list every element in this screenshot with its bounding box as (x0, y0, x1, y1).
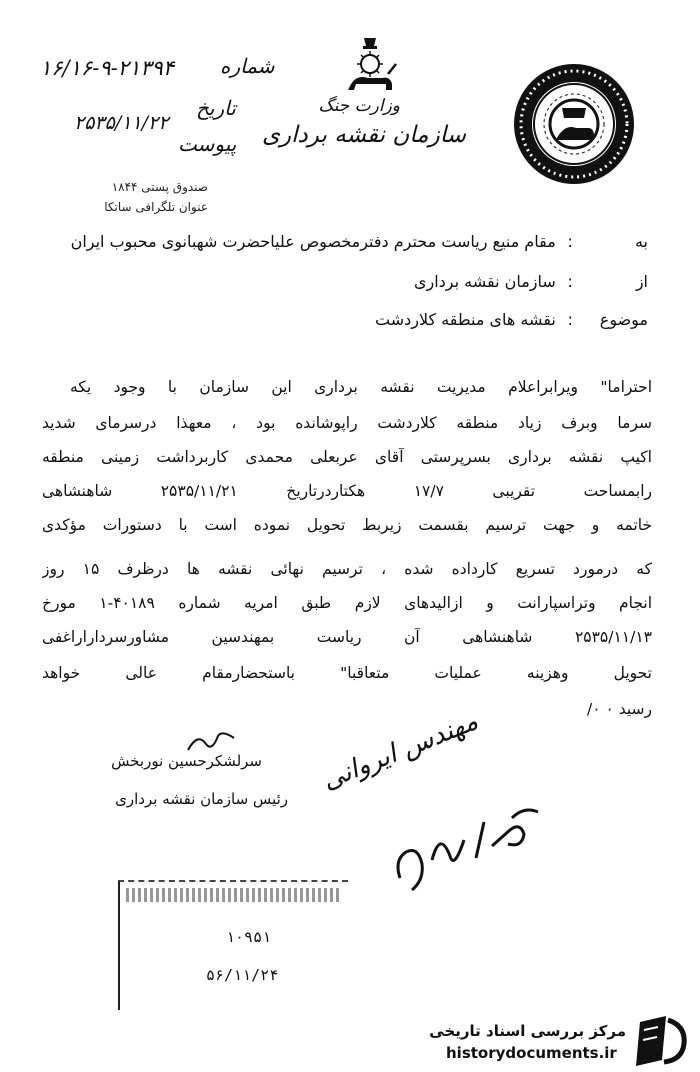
body-line: خاتمه و جهت ترسیم بقسمت زیربط تحویل نموده است با دستورات مؤکدی (42, 516, 652, 534)
watermark-title: مرکز بررسی اسناد تاریخی (429, 1022, 626, 1040)
subject-row: موضوع : نقشه های منطقه کلاردشت (374, 310, 648, 329)
organization-title: سازمان نقشه برداری (262, 122, 466, 148)
date-label: تاریخ (196, 96, 236, 120)
sender-value: سازمان نقشه برداری (413, 272, 556, 291)
attachment-label: پیوست (178, 132, 237, 156)
ministry-name: وزارت جنگ (318, 96, 400, 116)
signer-name: سرلشکرحسین نوربخش (111, 752, 262, 770)
body-line: احتراما" ویرابراعلام مدیریت نقشه برداری این سازمان با وجود یکه (70, 378, 652, 396)
signer-title: رئیس سازمان نقشه برداری (115, 790, 288, 808)
stamp-line-1: ۱۰۹۵۱ (226, 928, 272, 946)
body-line: انجام وتراسپارانت و ازالیدهای لازم طبق امریه شماره ۴۰۱۸۹-۱ مورخ (42, 594, 652, 612)
recipient-value: مقام منیع ریاست محترم دفترمخصوص علیاحضرت شهبانوی محبوب ایران (70, 232, 556, 251)
recipient-label: به (634, 232, 648, 251)
pobox-text: صندوق پستی ۱۸۴۴ (111, 180, 208, 194)
telegraph-text: عنوان تلگرافی ساتکا (104, 200, 208, 214)
subject-label: موضوع (599, 310, 648, 329)
organization-seal-icon (512, 62, 636, 186)
lion-and-sun-emblem-icon (342, 34, 398, 94)
sender-row: از : سازمان نقشه برداری (413, 272, 648, 291)
handwritten-initials-icon (392, 800, 542, 900)
body-line: سرما وبرف زیاد منطقه کلاردشت راپوشانده بود ، معهذا درسرمای شدید (42, 414, 652, 432)
watermark-logo-icon (632, 1012, 688, 1068)
letter-date-value: ۲۵۳۵/۱۱/۲۲ (74, 112, 169, 134)
body-line: رسید ۰ ۰/ (586, 700, 652, 718)
body-line: اکیپ نقشه برداری بسرپرستی آقای عربعلی محمدی کاربرداشت زمینی منطقه (42, 448, 652, 466)
body-line: که درمورد تسریع کارداده شده ، ترسیم نهائی نقشه ها درظرف ۱۵ روز (42, 560, 652, 578)
letter-number-value: ۱۶/۱۶-۹-۲۱۳۹۴ (40, 56, 175, 80)
number-label: شماره (220, 54, 275, 78)
body-line: تحویل وهزینه عملیات متعاقبا" باستحضارمقام عالی خواهد (42, 664, 652, 682)
recipient-row: به : مقام منیع ریاست محترم دفترمخصوص علیاحضرت شهبانوی محبوب ایران (70, 232, 648, 251)
subject-value: نقشه های منطقه کلاردشت (374, 310, 556, 329)
received-stamp (118, 880, 348, 1010)
handwritten-note: مهندس ایروانی (318, 706, 483, 796)
body-line: ۲۵۳۵/۱۱/۱۳ شاهنشاهی آن ریاست بمهندسین مشاورسرداراراغفی (42, 628, 652, 646)
letter-number (40, 56, 174, 80)
body-line: رابمساحت تقریبی ۱۷/۷ هکتاردرتاریخ ۲۵۳۵/۱۱/۲۱ شاهنشاهی (42, 482, 652, 500)
watermark-url: historydocuments.ir (446, 1044, 617, 1062)
stamp-line-2: ۵۶/۱۱/۲۴ (206, 966, 279, 984)
stamp-header-pattern (126, 888, 340, 902)
sender-label: از (635, 272, 648, 291)
signature-mark-icon (186, 730, 236, 754)
